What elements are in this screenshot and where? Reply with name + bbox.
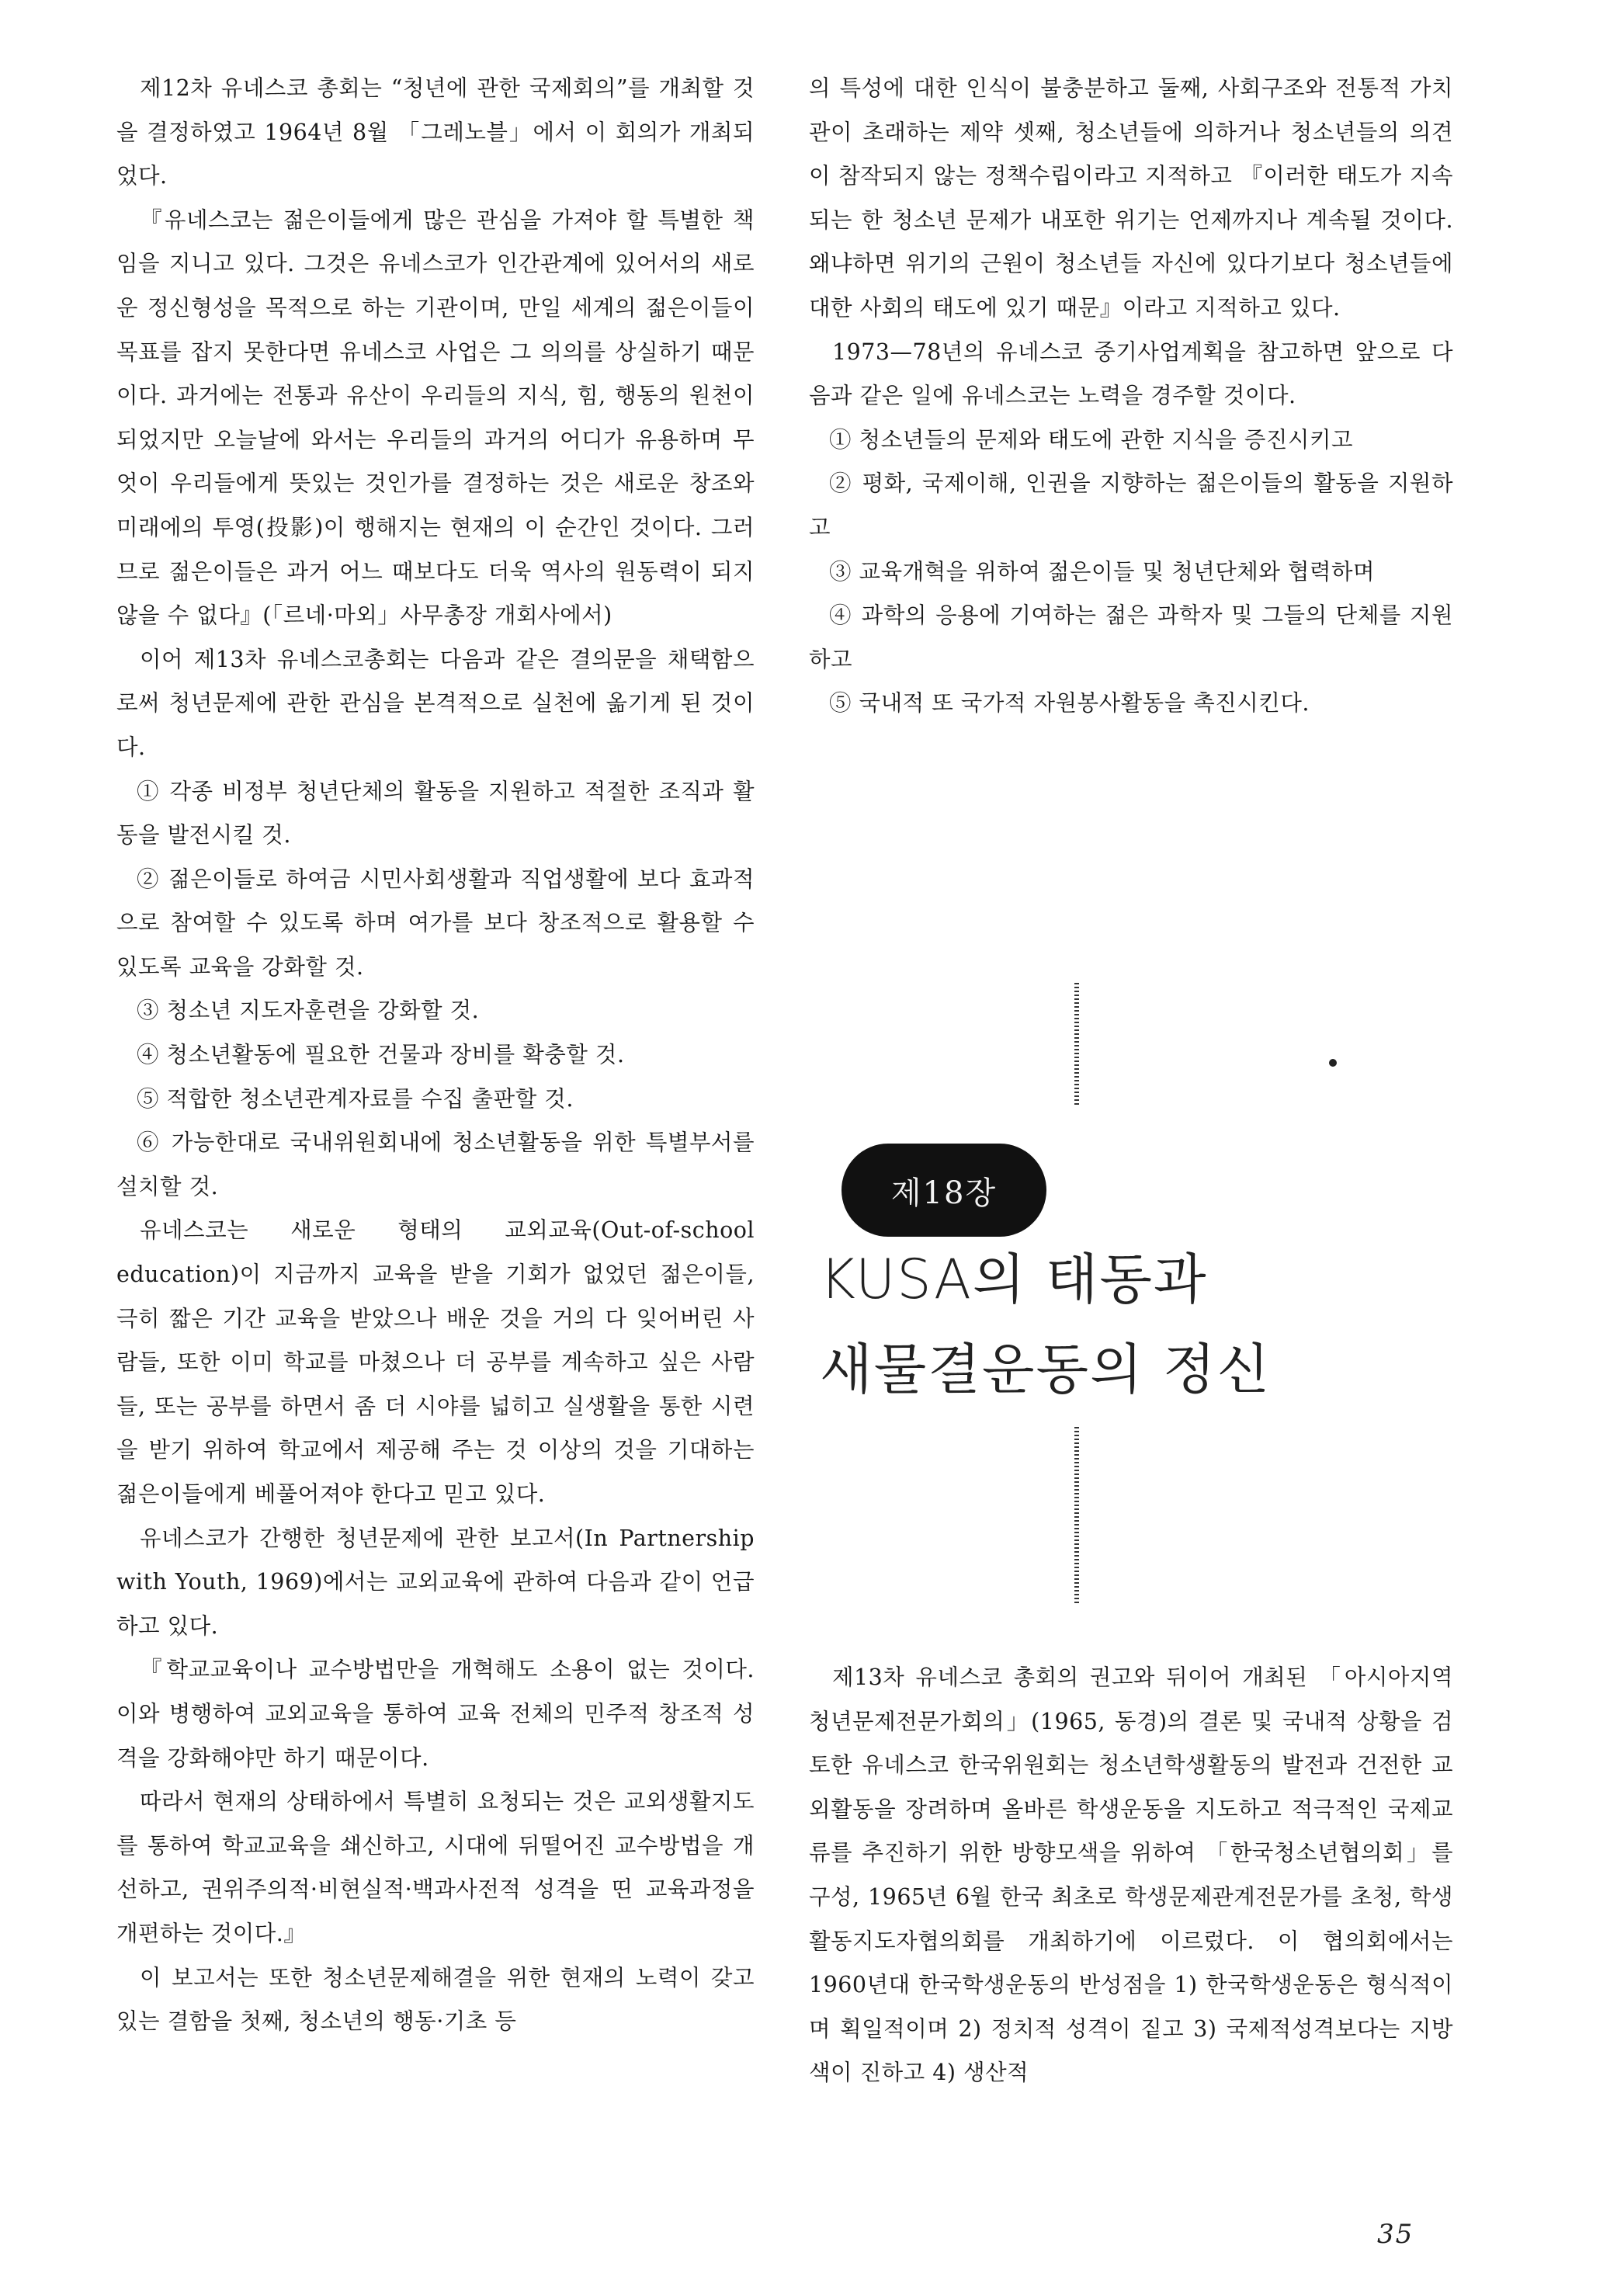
resolution-item: ④ 청소년활동에 필요한 건물과 장비를 확충할 것. xyxy=(137,1042,625,1068)
chapter-title-line-2: 새물결운동의 정신 xyxy=(820,1338,1272,1401)
resolution-item: ③ 청소년 지도자훈련을 강화할 것. xyxy=(137,998,480,1024)
right-column-top xyxy=(809,67,1453,726)
right-column-bottom xyxy=(809,1656,1453,2095)
left-column xyxy=(116,67,755,2044)
resolution-item: ⑥ 가능한대로 국내위원회내에 청소년활동을 위한 특별부서를 설치할 것. xyxy=(116,1130,755,1199)
plan-item: ④ 과학의 응용에 기여하는 젊은 과학자 및 그들의 단체를 지원하고 xyxy=(809,602,1453,672)
quote-paragraph: 『유네스코는 젊은이들에게 많은 관심을 가져야 할 특별한 책임을 지니고 있다. 그것은 유네스코가 인간관계에 있어서의 새로운 정신형성을 목적으로 하는 기관이며, 만일 세계의 젊은이들이 목표를 잡지 못한다면 유네스코 사업은 그 의의를 상실하기 때문이다. 과거에는 전통과 유산이 우리들의 지식, 힘, 행동의 원천이 되었지만 오늘날에 와서는 우리들의 과거의 어디가 유용하며 무엇이 우리들에게 뜻있는 것인가를 결정하는 것은 새로운 창조와 미래에의 투영(投影)이 행해지는 현재의 이 순간인 것이다. 그러므로 젊은이들은 과거 어느 때보다도 더욱 역사의 원동력이 되지 않을 수 없다』(「르네·마외」사무총장 개회사에서) xyxy=(116,207,755,629)
paragraph: 의 특성에 대한 인식이 불충분하고 둘째, 사회구조와 전통적 가치관이 초래하는 제약 셋째, 청소년들에 의하거나 청소년들의 의견이 참작되지 않는 정책수립이라고 지적하고 『이러한 태도가 지속되는 한 청소년 문제가 내포한 위기는 언제까지나 계속될 것이다. 왜냐하면 위기의 근원이 청소년들 자신에 있다기보다 청소년들에 대한 사회의 태도에 있기 때문』이라고 지적하고 있다. xyxy=(809,75,1453,321)
quote-paragraph: 『학교교육이나 교수방법만을 개혁해도 소용이 없는 것이다. 이와 병행하여 교외교육을 통하여 교육 전체의 민주적 창조적 성격을 강화해야만 하기 때문이다. xyxy=(116,1657,755,1771)
resolution-item: ② 젊은이들로 하여금 시민사회생활과 직업생활에 보다 효과적으로 참여할 수 있도록 하며 여가를 보다 창조적으로 활용할 수 있도록 교육을 강화할 것. xyxy=(116,866,755,980)
paragraph: 유네스코는 새로운 형태의 교외교육(Out-of-school education)이 지금까지 교육을 받을 기회가 없었던 젊은이들, 극히 짧은 기간 교육을 받았으나 배운 것을 거의 다 잊어버린 사람들, 또한 이미 학교를 마쳤으나 더 공부를 계속하고 싶은 사람들, 또는 공부를 하면서 좀 더 시야를 넓히고 실생활을 통한 시련을 받기 위하여 학교에서 제공해 주는 것 이상의 것을 기대하는 젊은이들에게 베풀어져야 한다고 믿고 있다. xyxy=(116,1217,755,1507)
paragraph: 1973—78년의 유네스코 중기사업계획을 참고하면 앞으로 다음과 같은 일에 유네스코는 노력을 경주할 것이다. xyxy=(809,338,1453,409)
paragraph: 이 보고서는 또한 청소년문제해결을 위한 현재의 노력이 갖고 있는 결함을 첫째, 청소년의 행동·기초 등 xyxy=(116,1964,755,2035)
plan-item: ⑤ 국내적 또 국가적 자원봉사활동을 촉진시킨다. xyxy=(829,690,1310,717)
page-number: 35 xyxy=(1377,2219,1414,2250)
chapter-title xyxy=(820,1234,1456,1414)
quote-paragraph: 따라서 현재의 상태하에서 특별히 요청되는 것은 교외생활지도를 통하여 학교교육을 쇄신하고, 시대에 뒤떨어진 교수방법을 개선하고, 권위주의적·비현실적·백과사전적 성격을 띤 교육과정을 개편하는 것이다.』 xyxy=(116,1789,755,1946)
plan-item: ③ 교육개혁을 위하여 젊은이들 및 청년단체와 협력하며 xyxy=(829,558,1376,585)
speck-dot xyxy=(1329,1059,1337,1067)
dashed-rule-bottom xyxy=(1074,1427,1079,1605)
plan-item: ① 청소년들의 문제와 태도에 관한 지식을 증진시키고 xyxy=(829,426,1354,453)
resolution-item: ① 각종 비정부 청년단체의 활동을 지원하고 적절한 조직과 활동을 발전시킬 것. xyxy=(116,778,755,849)
chapter-title-line-1: KUSA의 태동과 xyxy=(820,1248,1208,1311)
plan-item: ② 평화, 국제이해, 인권을 지향하는 젊은이들의 활동을 지원하고 xyxy=(809,470,1453,540)
paragraph: 제12차 유네스코 총회는 “청년에 관한 국제회의”를 개최할 것을 결정하였고 1964년 8월 「그레노블」에서 이 회의가 개최되었다. xyxy=(116,75,755,189)
paragraph: 유네스코가 간행한 청년문제에 관한 보고서(In Partnership with Youth, 1969)에서는 교외교육에 관하여 다음과 같이 언급하고 있다. xyxy=(116,1525,755,1639)
paragraph: 제13차 유네스코 총회의 권고와 뒤이어 개최된 「아시아지역 청년문제전문가회의」(1965, 동경)의 결론 및 국내적 상황을 검토한 유네스코 한국위원회는 청소년학생활동의 발전과 건전한 교외활동을 장려하며 올바른 학생운동을 지도하고 적극적인 국제교류를 추진하기 위한 방향모색을 위하여 「한국청소년협의회」를 구성, 1965년 6월 한국 최초로 학생문제관계전문가를 초청, 학생활동지도자협의회를 개최하기에 이르렀다. 이 협의회에서는 1960년대 한국학생운동의 반성점을 1) 한국학생운동은 형식적이며 획일적이며 2) 정치적 성격이 짙고 3) 국제적성격보다는 지방색이 진하고 4) 생산적 xyxy=(809,1664,1453,2086)
paragraph: 이어 제13차 유네스코총회는 다음과 같은 결의문을 채택함으로써 청년문제에 관한 관심을 본격적으로 실천에 옮기게 된 것이다. xyxy=(116,646,755,760)
chapter-number-badge: 제18장 xyxy=(841,1144,1046,1237)
resolution-item: ⑤ 적합한 청소년관계자료를 수집 출판할 것. xyxy=(137,1085,574,1112)
dashed-rule-top xyxy=(1074,983,1079,1107)
